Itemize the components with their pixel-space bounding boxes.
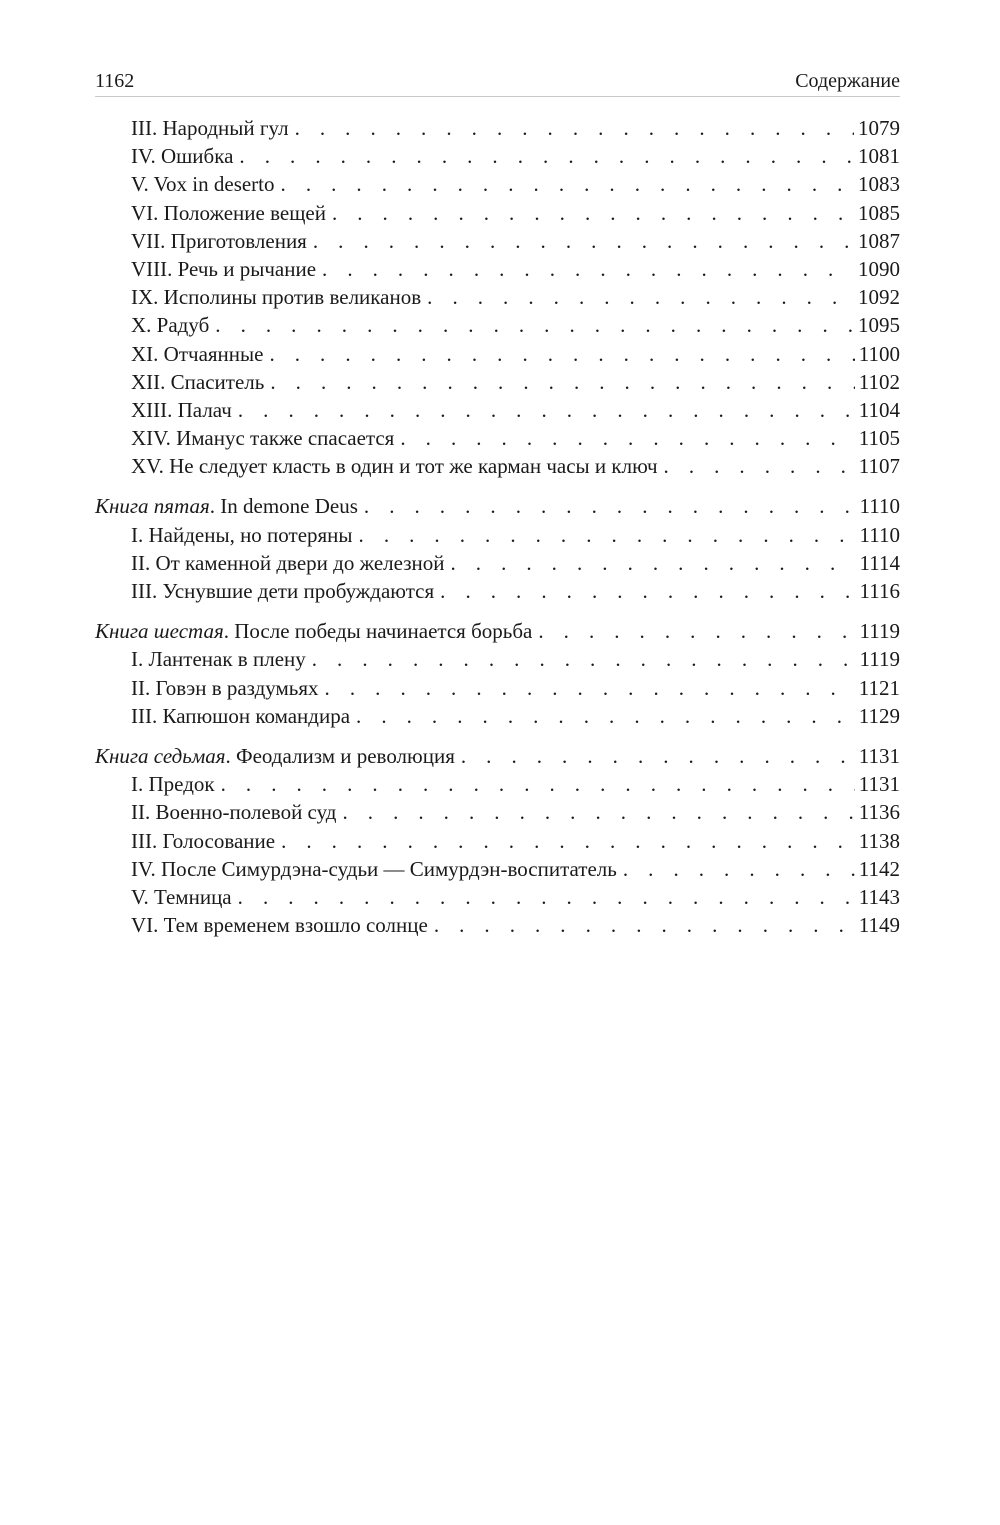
toc-chapter-entry (95, 827, 900, 855)
toc-chapter-title: XII. Спаситель (131, 369, 265, 394)
toc-chapter-entry (95, 452, 900, 480)
toc-chapter-entry (95, 255, 900, 283)
toc-chapter-entry (95, 798, 900, 826)
toc-page-number: 1142 (858, 856, 900, 881)
dot-leader (623, 855, 855, 883)
toc-book-title (95, 617, 532, 645)
toc-chapter-title: II. От каменной двери до железной (131, 550, 445, 575)
toc-chapter-entry (95, 424, 900, 452)
dot-leader (312, 645, 856, 673)
toc-page-number: 1116 (859, 579, 900, 603)
dot-leader (364, 492, 856, 520)
toc-page-number: 1131 (858, 743, 900, 768)
dot-leader (427, 283, 854, 311)
toc-page-number: 1129 (858, 703, 900, 728)
book-label-separator: . (223, 619, 235, 644)
toc-chapter-title: V. Vox in deserto (131, 172, 275, 197)
section-title: Содержание (795, 70, 900, 92)
toc-page-number: 1081 (858, 144, 900, 169)
toc-group (95, 617, 900, 730)
dot-leader (239, 142, 854, 170)
toc-page-number: 1085 (858, 200, 900, 225)
toc-chapter-entry (95, 521, 900, 549)
dot-leader (238, 396, 855, 424)
toc-chapter-title: XIII. Палач (131, 397, 232, 422)
toc-group (95, 114, 900, 480)
toc-page-number: 1079 (858, 116, 900, 140)
toc-book-entry (95, 617, 900, 645)
toc-chapter-entry (95, 340, 900, 368)
toc-page-number: 1136 (858, 800, 900, 825)
toc-chapter-title: VII. Приготовления (131, 228, 307, 253)
dot-leader (450, 549, 855, 577)
book-title: Феодализм и революция (236, 743, 455, 768)
toc-chapter-title: V. Темница (131, 884, 232, 909)
toc-chapter-entry (95, 311, 900, 339)
toc-chapter-title: III. Уснувшие дети пробуждаются (131, 579, 435, 603)
page-number: 1162 (95, 70, 135, 92)
toc-book-entry (95, 742, 900, 770)
toc-chapter-title: IX. Исполины против великанов (131, 285, 422, 310)
toc-chapter-entry (95, 199, 900, 227)
toc-chapter-title: III. Капюшон командира (131, 703, 351, 728)
toc-chapter-entry (95, 549, 900, 577)
toc-chapter-entry (95, 770, 900, 798)
toc-chapter-entry (95, 674, 900, 702)
toc-chapter-entry (95, 883, 900, 911)
toc-chapter-entry (95, 142, 900, 170)
dot-leader (215, 311, 854, 339)
toc-chapter-title: VIII. Речь и рычание (131, 256, 317, 281)
toc-chapter-title: II. Военно-полевой суд (131, 800, 337, 825)
toc-chapter-entry (95, 396, 900, 424)
toc-page-number: 1087 (858, 228, 900, 253)
toc-chapter-entry (95, 702, 900, 730)
toc-page-number: 1131 (858, 772, 900, 797)
dot-leader (313, 227, 854, 255)
dot-leader (221, 770, 855, 798)
book-title: После победы начинается борьба (234, 619, 533, 644)
book-title: In demone Deus (220, 494, 358, 519)
toc-chapter-title: VI. Тем временем взошло солнце (131, 913, 428, 938)
toc-group (95, 492, 900, 605)
toc-page-number: 1110 (859, 522, 900, 547)
dot-leader (269, 340, 854, 368)
book-label: Книга седьмая (95, 743, 226, 768)
toc-chapter-title: VI. Положение вещей (131, 200, 326, 225)
running-head (95, 70, 900, 97)
toc-page-number: 1143 (858, 884, 900, 909)
toc-chapter-entry (95, 283, 900, 311)
toc-chapter-entry (95, 577, 900, 605)
toc-chapter-entry (95, 911, 900, 939)
dot-leader (281, 827, 855, 855)
toc-chapter-title: X. Радуб (131, 313, 210, 338)
toc-page-number: 1092 (858, 285, 900, 310)
toc-chapter-title: III. Народный гул (131, 116, 289, 140)
toc-page-number: 1119 (859, 647, 900, 672)
dot-leader (295, 114, 854, 142)
toc-chapter-title: IV. После Симурдэна-судьи — Симурдэн-воспитатель (131, 856, 617, 881)
toc-chapter-entry (95, 170, 900, 198)
dot-leader (400, 424, 854, 452)
toc-group (95, 742, 900, 939)
dot-leader (270, 368, 854, 396)
toc-chapter-title: I. Найдены, но потеряны (131, 522, 353, 547)
toc-book-title (95, 742, 455, 770)
book-label: Книга пятая (95, 494, 210, 519)
toc-chapter-title: I. Предок (131, 772, 215, 797)
toc-book-title (95, 492, 358, 520)
dot-leader (356, 702, 855, 730)
book-label-separator: . (209, 494, 221, 519)
book-label: Книга шестая (95, 619, 224, 644)
toc-page-number: 1119 (859, 619, 900, 644)
toc-page-number: 1105 (858, 426, 900, 451)
dot-leader (281, 170, 854, 198)
toc-page-number: 1083 (858, 172, 900, 197)
dot-leader (238, 883, 855, 911)
toc-page-number: 1110 (859, 494, 900, 519)
toc-chapter-title: II. Говэн в раздумьях (131, 675, 319, 700)
toc-chapter-entry (95, 114, 900, 142)
toc-page-number: 1104 (858, 397, 900, 422)
toc-chapter-title: I. Лантенак в плену (131, 647, 306, 672)
dot-leader (461, 742, 855, 770)
dot-leader (440, 577, 855, 605)
toc-chapter-title: XI. Отчаянные (131, 341, 264, 366)
dot-leader (322, 255, 854, 283)
toc-page-number: 1138 (858, 828, 900, 853)
toc-chapter-title: XIV. Иманус также спасается (131, 426, 395, 451)
toc-page-number: 1107 (858, 454, 900, 479)
dot-leader (332, 199, 854, 227)
dot-leader (434, 911, 855, 939)
dot-leader (342, 798, 854, 826)
toc-chapter-entry (95, 855, 900, 883)
dot-leader (325, 674, 855, 702)
toc-chapter-entry (95, 227, 900, 255)
toc-page-number: 1090 (858, 256, 900, 281)
dot-leader (538, 617, 855, 645)
toc-page-number: 1149 (858, 913, 900, 938)
toc-chapter-entry (95, 368, 900, 396)
table-of-contents (95, 114, 900, 939)
toc-chapter-title: IV. Ошибка (131, 144, 234, 169)
toc-chapter-entry (95, 645, 900, 673)
toc-book-entry (95, 492, 900, 520)
book-label-separator: . (225, 743, 236, 768)
toc-page-number: 1095 (858, 313, 900, 338)
toc-chapter-title: III. Голосование (131, 828, 276, 853)
toc-page-number: 1102 (858, 369, 900, 394)
toc-page-number: 1114 (859, 550, 900, 575)
dot-leader (664, 452, 855, 480)
toc-page-number: 1121 (858, 675, 900, 700)
toc-chapter-title: XV. Не следует класть в один и тот же карман часы и ключ (131, 454, 658, 479)
dot-leader (359, 521, 856, 549)
toc-page-number: 1100 (858, 341, 900, 366)
